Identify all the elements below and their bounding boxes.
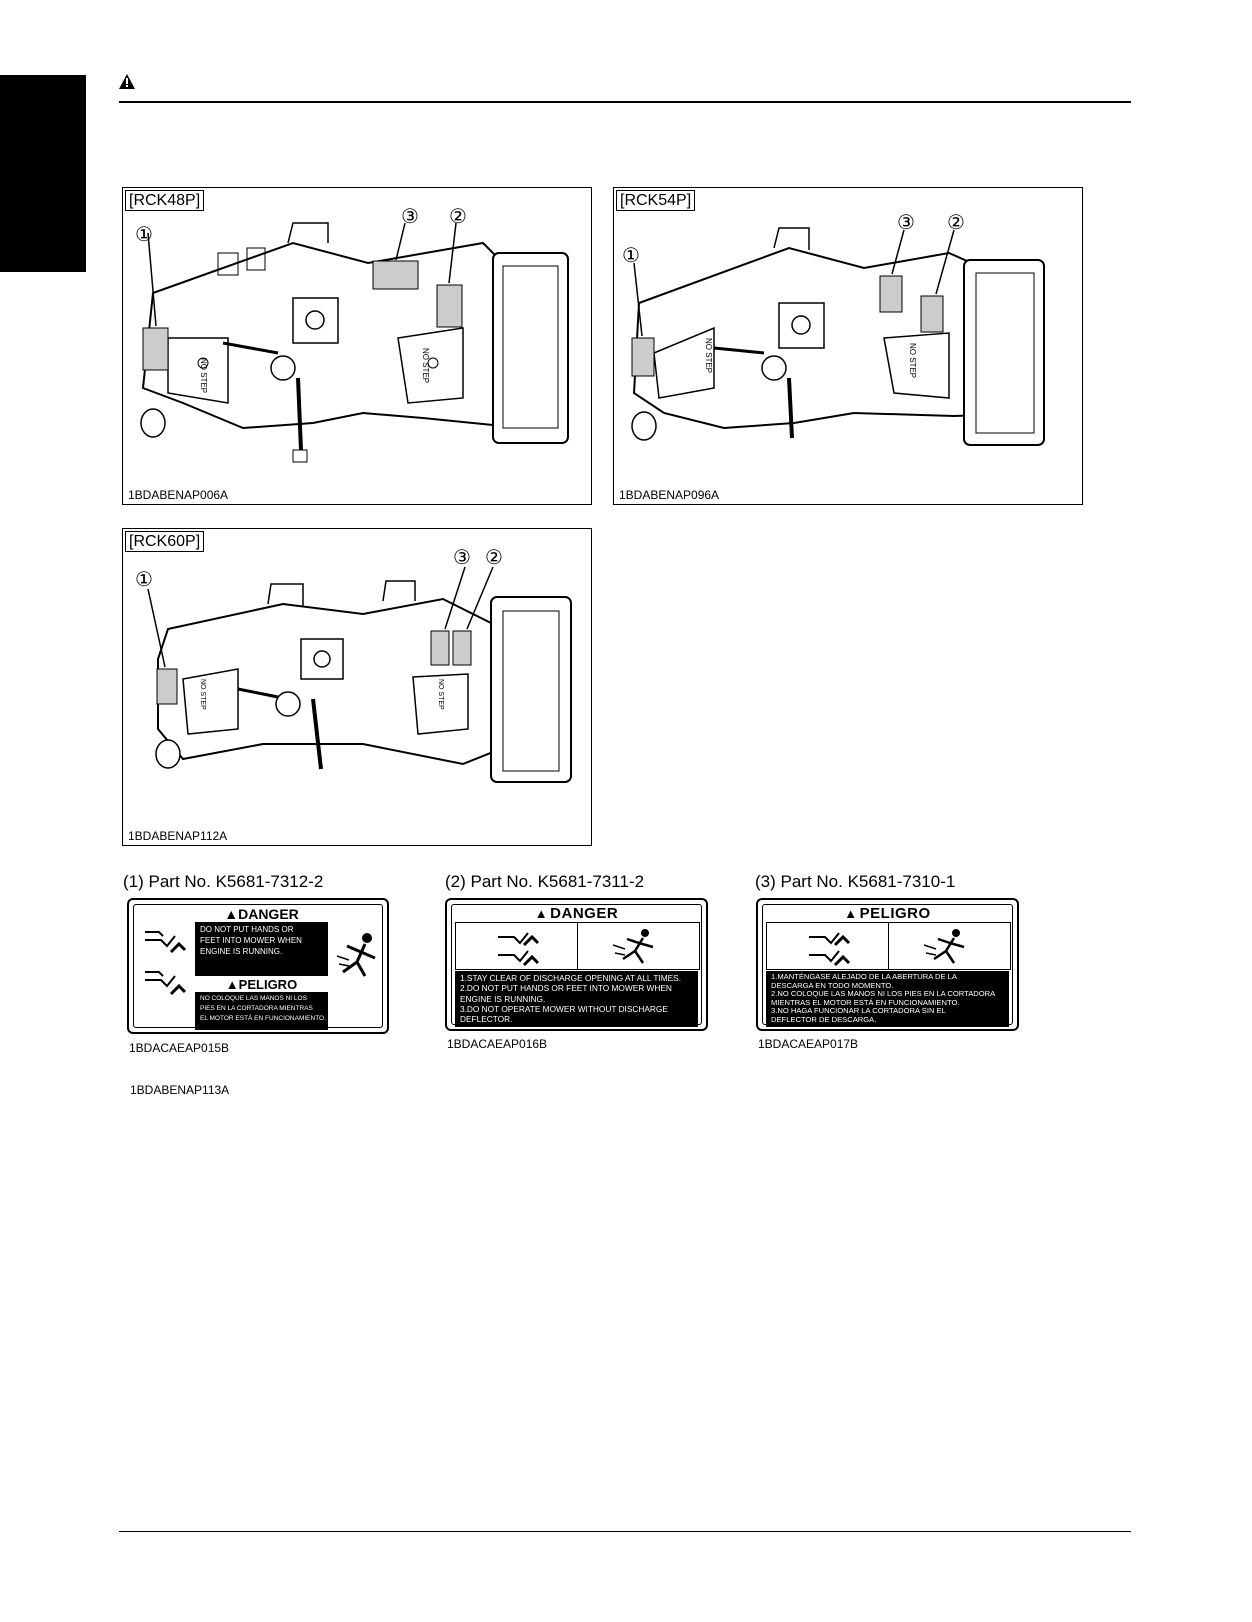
- decal-line: 3.DO NOT OPERATE MOWER WITHOUT DISCHARGE: [460, 1003, 668, 1014]
- callout-2: ②: [947, 212, 965, 234]
- danger-panel: [195, 906, 328, 976]
- mower-deck-drawing: [123, 188, 593, 506]
- callout-3: ③: [897, 212, 915, 234]
- decal-line: 1.STAY CLEAR OF DISCHARGE OPENING AT ALL TIMES.: [460, 973, 682, 983]
- danger-text-panel: [455, 971, 698, 1027]
- thrown-object-icon: [611, 925, 659, 967]
- callout-1: ①: [622, 245, 640, 267]
- decal-line: ENGINE IS RUNNING.: [200, 947, 283, 956]
- peligro-panel: [195, 978, 328, 1030]
- hand-in-mower-icon: [805, 925, 853, 967]
- deck-stencil-text: NO STEP: [437, 679, 444, 710]
- danger-header: ▲ DANGER: [534, 905, 619, 922]
- deck-stencil-text: NO STEP: [199, 679, 206, 710]
- diagram-rck60p: [122, 528, 592, 846]
- warning-triangle-icon: ▲: [844, 906, 858, 921]
- pictogram-row: [455, 922, 700, 970]
- warning-triangle-icon: [119, 74, 135, 89]
- figure-code: 1BDABENAP006A: [128, 488, 229, 502]
- warning-triangle-icon: ▲: [224, 906, 239, 922]
- part-title-1: (1) Part No. K5681-7312-2: [123, 872, 324, 891]
- peligro-header: ▲PELIGRO: [195, 978, 328, 992]
- model-label: [RCK60P]: [125, 531, 204, 552]
- decal-line: 2.NO COLOQUE LAS MANOS NI LOS PIES EN LA CORTADORA: [771, 989, 996, 999]
- decal-k5681-7312-2: [127, 898, 389, 1034]
- callout-3: ③: [401, 206, 419, 228]
- decal-line: DEFLECTOR DE DESCARGA.: [771, 1014, 877, 1024]
- decal-line: DEFLECTOR.: [460, 1014, 513, 1025]
- decal-line: DO NOT PUT HANDS OR: [200, 925, 294, 934]
- section-tab: [0, 75, 86, 272]
- hand-in-mower-icon: [141, 922, 189, 1012]
- mower-deck-drawing: [123, 529, 593, 847]
- thrown-object-icon: [335, 928, 379, 998]
- callout-2: ②: [485, 547, 503, 569]
- figure-code: 1BDABENAP112A: [128, 829, 228, 843]
- footer-rule: [119, 1531, 1131, 1532]
- model-label: [RCK48P]: [125, 190, 204, 211]
- figure-code: 1BDABENAP096A: [619, 488, 720, 502]
- decal-line: ENGINE IS RUNNING.: [460, 993, 546, 1004]
- decal-code-3: 1BDACAEAP017B: [758, 1037, 859, 1051]
- pictogram-row: [766, 922, 1011, 970]
- decal-line: PIES EN LA CORTADORA MIENTRAS: [200, 1005, 313, 1012]
- decal-line: DESCARGA EN TODO MOMENTO.: [771, 980, 894, 990]
- hand-in-mower-icon: [494, 925, 542, 967]
- decal-line: NO COLOQUE LAS MANOS NI LOS: [200, 995, 307, 1002]
- part-title-2: (2) Part No. K5681-7311-2: [445, 872, 645, 891]
- decal-line: 1.MANTÉNGASE ALEJADO DE LA ABERTURA DE LA: [771, 972, 957, 981]
- part-title-3: (3) Part No. K5681-7310-1: [755, 872, 956, 891]
- figure-reference-code: 1BDABENAP113A: [130, 1083, 230, 1097]
- decal-code-2: 1BDACAEAP016B: [447, 1037, 548, 1051]
- model-label: [RCK54P]: [616, 190, 695, 211]
- diagram-rck48p: [122, 187, 592, 505]
- deck-stencil-text: NO STEP: [704, 338, 713, 374]
- callout-1: ①: [135, 569, 153, 591]
- decal-k5681-7310-1: [756, 898, 1019, 1031]
- warning-triangle-icon: ▲: [534, 906, 549, 921]
- peligro-text-panel: [766, 971, 1009, 1027]
- decal-line: FEET INTO MOWER WHEN: [200, 936, 302, 945]
- decal-k5681-7311-2: [445, 898, 708, 1031]
- decal-line: 3.NO HAGA FUNCIONAR LA CORTADORA SIN EL: [771, 1006, 946, 1016]
- decal-line: EL MOTOR ESTÁ EN FUNCIONAMIENTO.: [200, 1015, 326, 1022]
- deck-stencil-text: NO STEP: [199, 358, 208, 394]
- callout-3: ③: [453, 547, 471, 569]
- header-rule: [119, 101, 1131, 103]
- deck-stencil-text: NO STEP: [421, 348, 430, 384]
- warning-triangle-icon: ▲: [225, 977, 239, 992]
- decal-code-1: 1BDACAEAP015B: [129, 1041, 230, 1055]
- deck-stencil-text: NO STEP: [908, 343, 917, 379]
- mower-deck-drawing: [614, 188, 1084, 506]
- callout-2: ②: [449, 206, 467, 228]
- callout-1: ①: [135, 224, 153, 246]
- diagram-rck54p: [613, 187, 1083, 505]
- decal-line: MIENTRAS EL MOTOR ESTÁ EN FUNCIONAMIENTO.: [771, 997, 960, 1007]
- thrown-object-icon: [922, 925, 970, 967]
- danger-header: ▲DANGER: [195, 906, 328, 922]
- peligro-header: ▲ PELIGRO: [844, 905, 931, 922]
- decal-line: 2.DO NOT PUT HANDS OR FEET INTO MOWER WHEN: [460, 983, 672, 994]
